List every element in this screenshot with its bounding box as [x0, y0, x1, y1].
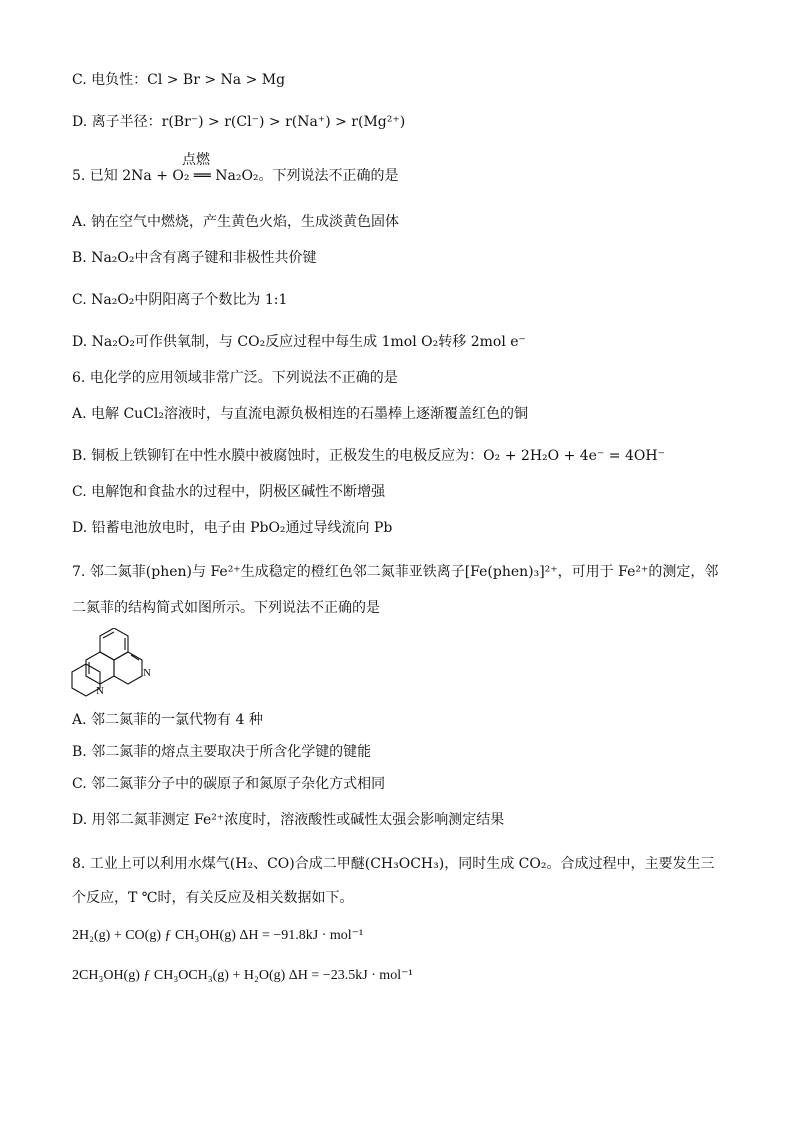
c4-option: C. 电负性：Cl > Br > Na > Mg [72, 72, 286, 88]
question-7-line1: 7. 邻二氮菲(phen)与 Fe²⁺生成稳定的橙红色邻二氮菲亚铁离子[Fe(phen)₃]²⁺，可用于 Fe²⁺的测定，邻 [72, 564, 719, 580]
question-8-line1: 8. 工业上可以利用水煤气(H₂、CO)合成二甲醚(CH₃OCH₃)，同时生成 CO₂。合成过程中，主要发生三 [72, 856, 715, 872]
q5-option-a: A. 钠在空气中燃烧，产生黄色火焰，生成淡黄色固体 [72, 214, 400, 230]
q7-option-d: D. 用邻二氮菲测定 Fe²⁺浓度时，溶液酸性或碱性太强会影响测定结果 [72, 812, 505, 828]
n-label-lower: N [96, 685, 104, 697]
q5-option-d: D. Na₂O₂可作供氧制，与 CO₂反应过程中每生成 1mol O₂转移 2mol e⁻ [72, 334, 526, 350]
q7-option-b: B. 邻二氮菲的熔点主要取决于所含化学键的键能 [72, 744, 372, 760]
n-label-upper: N [143, 667, 151, 679]
q6-option-c: C. 电解饱和食盐水的过程中，阴极区碱性不断增强 [72, 484, 386, 500]
question-7-line2: 二氮菲的结构简式如图所示。下列说法不正确的是 [72, 600, 380, 616]
question-5: 5. 已知 2Na + O₂ ══ Na₂O₂。下列说法不正确的是 [72, 168, 399, 184]
q5-condition: 点燃 [182, 152, 210, 168]
q5-option-b: B. Na₂O₂中含有离子键和非极性共价键 [72, 250, 317, 266]
question-6: 6. 电化学的应用领域非常广泛。下列说法不正确的是 [72, 370, 398, 386]
q6-option-b: B. 铜板上铁铆钉在中性水膜中被腐蚀时，正极发生的电极反应为：O₂ + 2H₂O + 4e⁻ = 4OH⁻ [72, 448, 665, 464]
question-8-line2: 个反应，T ℃时，有关反应及相关数据如下。 [72, 890, 354, 906]
q6-option-d: D. 铅蓄电池放电时，电子由 PbO₂通过导线流向 Pb [72, 520, 393, 536]
d4-option: D. 离子半径：r(Br⁻) > r(Cl⁻) > r(Na⁺) > r(Mg²⁺) [72, 114, 406, 130]
q6-option-a: A. 电解 CuCl₂溶液时，与直流电源负极相连的石墨棒上逐渐覆盖红色的铜 [72, 406, 528, 422]
q5-option-c: C. Na₂O₂中阴阳离子个数比为 1:1 [72, 292, 288, 308]
equation-2: 2CH₃OH(g) ƒ CH₃OCH₃(g) + H₂O(g) ΔH = −23.5kJ · mol⁻¹ [72, 968, 413, 983]
equation-1: 2H₂(g) + CO(g) ƒ CH₃OH(g) ΔH = −91.8kJ · mol⁻¹ [72, 928, 364, 943]
q7-option-a: A. 邻二氮菲的一氯代物有 4 种 [72, 712, 263, 728]
phenanthroline-structure [70, 628, 170, 698]
q7-option-c: C. 邻二氮菲分子中的碳原子和氮原子杂化方式相同 [72, 776, 386, 792]
